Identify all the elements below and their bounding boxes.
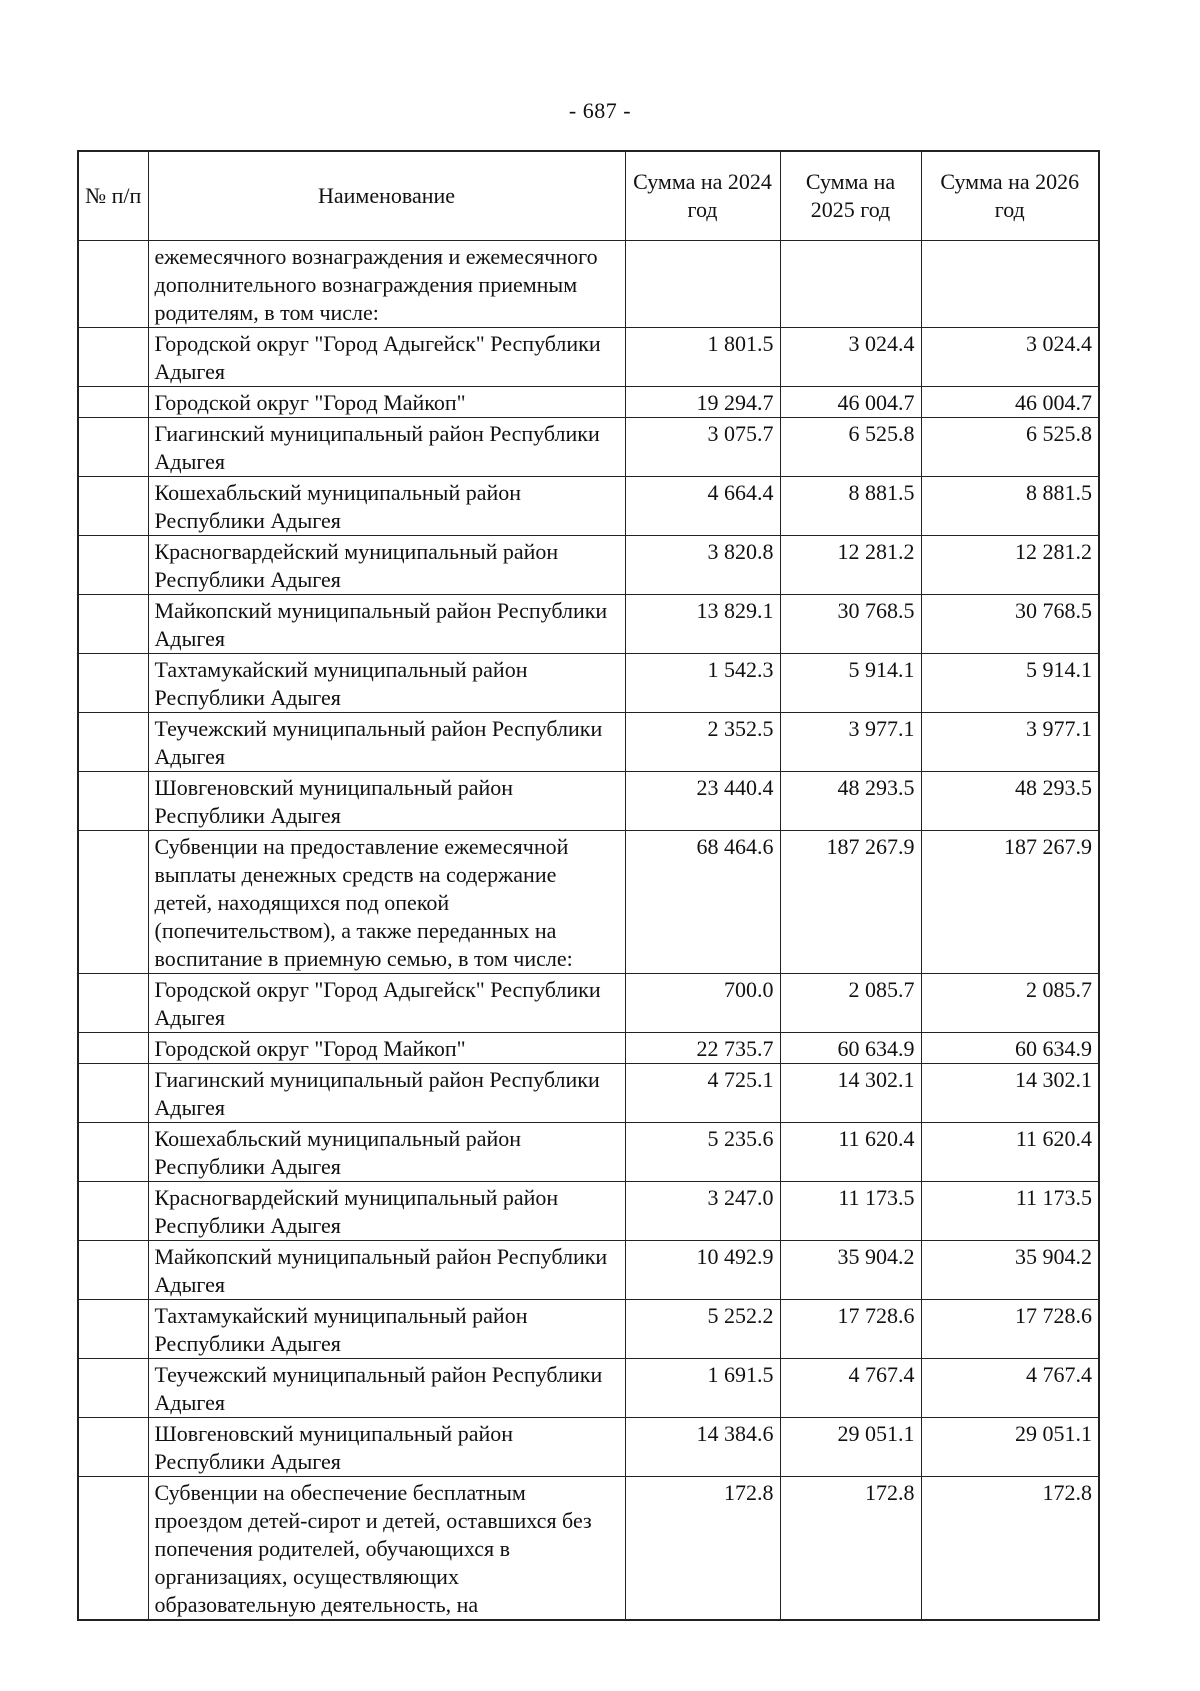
table-cell-2024: 1 801.5 [625,328,780,387]
budget-table [77,150,1100,1621]
table-cell-2025: 172.8 [780,1477,921,1621]
table-row [78,654,1099,713]
table-row [78,1418,1099,1477]
table-row [78,713,1099,772]
header-sum-2026: Сумма на 2026 год [921,151,1099,241]
table-row [78,418,1099,477]
table-row [78,595,1099,654]
table-row [78,1123,1099,1182]
table-row [78,831,1099,974]
table-cell-2025: 8 881.5 [780,477,921,536]
table-cell-index [78,1477,148,1621]
table-cell-index [78,654,148,713]
table-cell-index [78,418,148,477]
table-cell-2024: 19 294.7 [625,387,780,418]
table-cell-index [78,974,148,1033]
table-cell-index [78,1123,148,1182]
table-cell-2026: 6 525.8 [921,418,1099,477]
table-cell-name: Городской округ "Город Адыгейск" Республики Адыгея [148,328,625,387]
table-row [78,1477,1099,1621]
table-row [78,241,1099,328]
table-cell-index [78,772,148,831]
table-cell-name: Майкопский муниципальный район Республики Адыгея [148,1241,625,1300]
table-cell-2026: 35 904.2 [921,1241,1099,1300]
table-cell-index [78,1182,148,1241]
table-row [78,1359,1099,1418]
table-cell-2025: 11 173.5 [780,1182,921,1241]
table-cell-2026: 30 768.5 [921,595,1099,654]
table-cell-name: Тахтамукайский муниципальный район Республики Адыгея [148,1300,625,1359]
table-cell-name: Субвенции на обеспечение бесплатным проездом детей-сирот и детей, оставшихся без попечения родителей, обучающихся в организациях, осуществляющих образовательную деятельность, на [148,1477,625,1621]
table-cell-name: Гиагинский муниципальный район Республики Адыгея [148,418,625,477]
table-cell-name: Гиагинский муниципальный район Республики Адыгея [148,1064,625,1123]
header-sum-2024: Сумма на 2024 год [625,151,780,241]
table-cell-2025: 5 914.1 [780,654,921,713]
table-cell-2026: 48 293.5 [921,772,1099,831]
table-cell-2025: 17 728.6 [780,1300,921,1359]
table-cell-2025: 48 293.5 [780,772,921,831]
table-cell-name: Городской округ "Город Майкоп" [148,1033,625,1064]
table-cell-2024: 172.8 [625,1477,780,1621]
table-cell-2026: 12 281.2 [921,536,1099,595]
table-cell-2024: 14 384.6 [625,1418,780,1477]
table-cell-index [78,1418,148,1477]
header-sum-2025: Сумма на 2025 год [780,151,921,241]
table-cell-2024 [625,241,780,328]
table-cell-2024: 5 252.2 [625,1300,780,1359]
table-cell-name: Шовгеновский муниципальный район Республики Адыгея [148,1418,625,1477]
table-cell-2025: 2 085.7 [780,974,921,1033]
table-cell-2025: 46 004.7 [780,387,921,418]
table-cell-index [78,477,148,536]
table-cell-2026: 2 085.7 [921,974,1099,1033]
table-cell-2025: 35 904.2 [780,1241,921,1300]
table-cell-2024: 68 464.6 [625,831,780,974]
table-cell-index [78,713,148,772]
table-cell-2024: 1 691.5 [625,1359,780,1418]
table-cell-name: Тахтамукайский муниципальный район Республики Адыгея [148,654,625,713]
table-cell-2024: 13 829.1 [625,595,780,654]
table-row [78,1033,1099,1064]
table-row [78,1300,1099,1359]
table-cell-2026: 14 302.1 [921,1064,1099,1123]
table-row [78,772,1099,831]
table-row [78,1182,1099,1241]
table-cell-2025: 12 281.2 [780,536,921,595]
table-cell-2024: 700.0 [625,974,780,1033]
table-cell-2025: 6 525.8 [780,418,921,477]
table-cell-2024: 4 725.1 [625,1064,780,1123]
table-cell-2024: 3 247.0 [625,1182,780,1241]
table-cell-name: Шовгеновский муниципальный район Республики Адыгея [148,772,625,831]
table-cell-2024: 2 352.5 [625,713,780,772]
table-cell-2025: 187 267.9 [780,831,921,974]
table-cell-index [78,241,148,328]
table-cell-2026: 3 977.1 [921,713,1099,772]
table-cell-2025 [780,241,921,328]
table-cell-2026: 46 004.7 [921,387,1099,418]
table-cell-name: Городской округ "Город Адыгейск" Республики Адыгея [148,974,625,1033]
table-cell-name: Кошехабльский муниципальный район Республики Адыгея [148,477,625,536]
table-cell-name: Теучежский муниципальный район Республики Адыгея [148,713,625,772]
table-cell-2026 [921,241,1099,328]
table-cell-name: Майкопский муниципальный район Республики Адыгея [148,595,625,654]
table-cell-2024: 5 235.6 [625,1123,780,1182]
table-cell-2026: 8 881.5 [921,477,1099,536]
table-cell-index [78,328,148,387]
table-cell-2024: 10 492.9 [625,1241,780,1300]
table-cell-2026: 187 267.9 [921,831,1099,974]
header-index: № п/п [78,151,148,241]
table-row [78,1064,1099,1123]
table-cell-2026: 172.8 [921,1477,1099,1621]
table-cell-name: Городской округ "Город Майкоп" [148,387,625,418]
table-cell-index [78,536,148,595]
table-cell-name: Красногвардейский муниципальный район Республики Адыгея [148,536,625,595]
table-row [78,536,1099,595]
table-cell-2024: 22 735.7 [625,1033,780,1064]
table-cell-2024: 23 440.4 [625,772,780,831]
table-cell-2026: 5 914.1 [921,654,1099,713]
table-cell-index [78,1064,148,1123]
table-row [78,1241,1099,1300]
table-cell-name: Субвенции на предоставление ежемесячной выплаты денежных средств на содержание детей, находящихся под опекой (попечительством), а также переданных на воспитание в приемную семью, в том числе: [148,831,625,974]
table-cell-index [78,595,148,654]
table-cell-2024: 3 820.8 [625,536,780,595]
table-cell-2025: 30 768.5 [780,595,921,654]
table-cell-2025: 29 051.1 [780,1418,921,1477]
table-row [78,387,1099,418]
table-cell-name: ежемесячного вознаграждения и ежемесячного дополнительного вознаграждения приемным родителям, в том числе: [148,241,625,328]
table-cell-2026: 11 620.4 [921,1123,1099,1182]
table-cell-name: Теучежский муниципальный район Республики Адыгея [148,1359,625,1418]
table-cell-index [78,1300,148,1359]
table-cell-2026: 11 173.5 [921,1182,1099,1241]
header-name: Наименование [148,151,625,241]
table-cell-2025: 3 977.1 [780,713,921,772]
table-cell-2024: 4 664.4 [625,477,780,536]
page-number: - 687 - [568,98,632,123]
table-cell-index [78,831,148,974]
table-cell-2026: 29 051.1 [921,1418,1099,1477]
table-cell-index [78,1033,148,1064]
table-cell-2025: 14 302.1 [780,1064,921,1123]
table-cell-2024: 3 075.7 [625,418,780,477]
table-cell-name: Красногвардейский муниципальный район Республики Адыгея [148,1182,625,1241]
table-row [78,477,1099,536]
table-row [78,974,1099,1033]
table-cell-2025: 11 620.4 [780,1123,921,1182]
table-cell-2025: 4 767.4 [780,1359,921,1418]
table-cell-2026: 17 728.6 [921,1300,1099,1359]
table-cell-index [78,1241,148,1300]
table-cell-index [78,1359,148,1418]
table-cell-2024: 1 542.3 [625,654,780,713]
table-cell-2026: 4 767.4 [921,1359,1099,1418]
table-row [78,328,1099,387]
table-cell-2026: 3 024.4 [921,328,1099,387]
table-cell-2025: 60 634.9 [780,1033,921,1064]
table-cell-2026: 60 634.9 [921,1033,1099,1064]
table-cell-name: Кошехабльский муниципальный район Республики Адыгея [148,1123,625,1182]
table-header-row [78,151,1099,241]
table-cell-2025: 3 024.4 [780,328,921,387]
table-cell-index [78,387,148,418]
